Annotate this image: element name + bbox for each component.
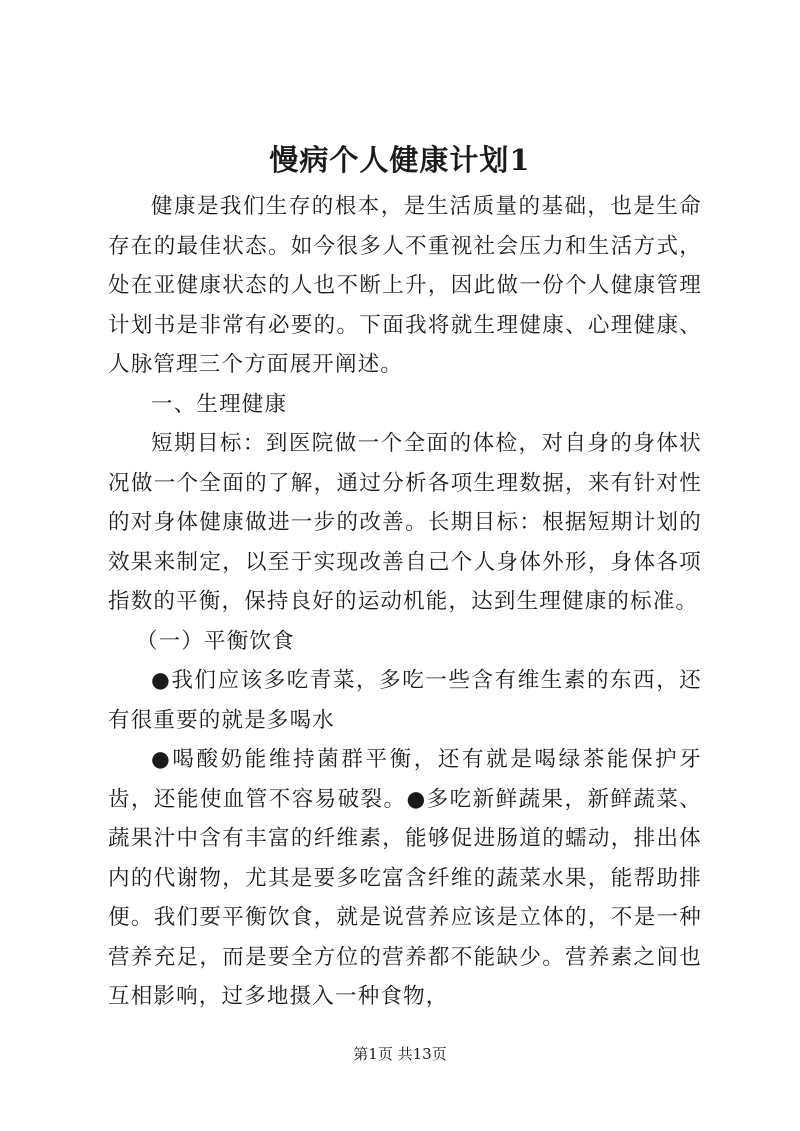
paragraph-goals: 短期目标：到医院做一个全面的体检，对自身的身体状况做一个全面的了解，通过分析各项生理数据，来有针对性的对身体健康做进一步的改善。长期目标：根据短期计划的效果来制定，以至于实现改善自己个人身体外形，身体各项指数的平衡，保持良好的运动机能，达到生理健康的标准。 [108,431,702,614]
section-heading-physical-health: 一、生理健康 [151,391,288,417]
document-body [108,187,702,1017]
subsection-heading-balanced-diet: （一）平衡饮食 [135,628,295,654]
bullet-paragraph-yogurt-fruits: ●喝酸奶能维持菌群平衡，还有就是喝绿茶能保护牙齿，还能使血管不容易破裂。●多吃新鲜蔬果，新鲜蔬菜、蔬果汁中含有丰富的纤维素，能够促进肠道的蠕动，排出体内的代谢物，尤其是要多吃富含纤维的蔬菜水果，能帮助排便。我们要平衡饮食，就是说营养应该是立体的，不是一种营养充足，而是要全方位的营养都不能缺少。营养素之间也互相影响，过多地摄入一种食物， [108,747,702,1009]
paragraph-intro: 健康是我们生存的根本，是生活质量的基础，也是生命存在的最佳状态。如今很多人不重视社会压力和生活方式，处在亚健康状态的人也不断上升，因此做一份个人健康管理计划书是非常有必要的。下面我将就生理健康、心理健康、人脉管理三个方面展开阐述。 [108,194,702,377]
bullet-paragraph-vegetables: ●我们应该多吃青菜，多吃一些含有维生素的东西，还有很重要的就是多喝水 [108,668,702,733]
page-footer: 第1页 共13页 [353,1045,447,1063]
page-title: 慢病个人健康计划1 [269,143,531,177]
